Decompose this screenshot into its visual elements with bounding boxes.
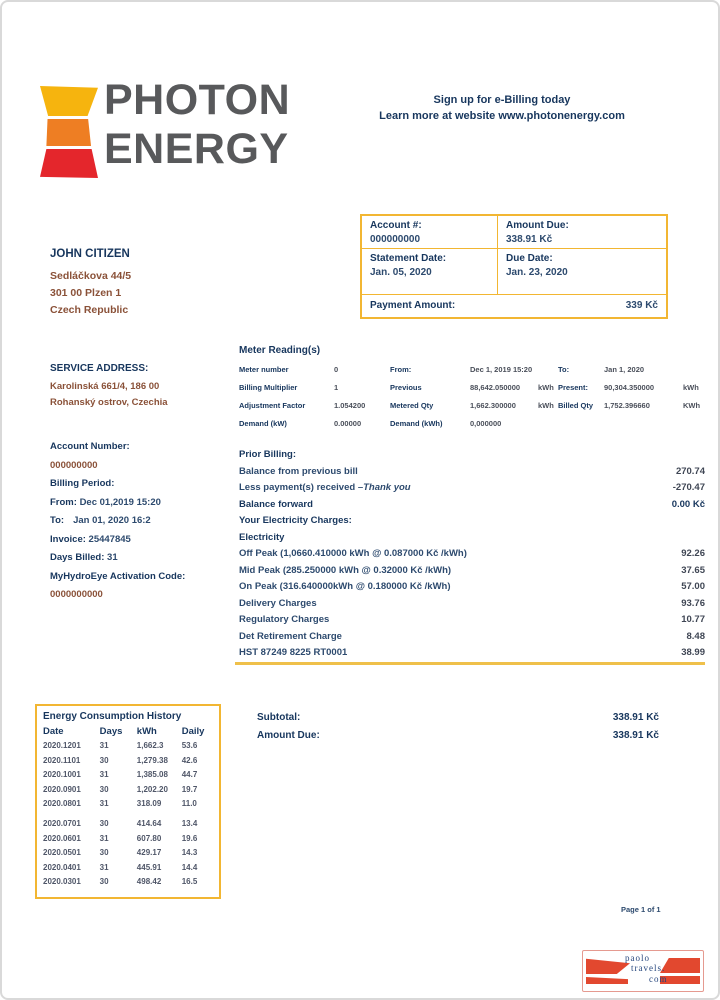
meter-reading-row — [239, 415, 707, 433]
consumption-kwh: 1,279.38 — [136, 755, 168, 765]
charge-description: Your Electricity Charges: — [239, 515, 352, 526]
consumption-row — [43, 754, 213, 769]
ebilling-line1: Sign up for e-Billing today — [433, 94, 571, 106]
consumption-daily: 13.4 — [181, 818, 198, 828]
charge-description: Mid Peak (285.250000 kWh @ 0.32000 Kč /kWh) — [239, 564, 452, 576]
watermark-logo — [582, 950, 704, 992]
billing-period-heading: Billing Period: — [50, 478, 115, 489]
amount-due-total-value: 338.91 Kč — [612, 730, 659, 741]
consumption-days: 30 — [99, 848, 109, 858]
meter-row-label1: Demand (kW) — [239, 419, 287, 428]
meter-row-value2: 0,000000 — [470, 419, 502, 428]
consumption-daily: 19.6 — [181, 833, 198, 843]
payment-amount-value: 339 Kč — [625, 300, 658, 311]
consumption-date: 2020.1001 — [43, 770, 81, 780]
charge-row — [239, 546, 705, 563]
amount-due-cell — [498, 216, 666, 249]
watermark-text-line3: com — [649, 974, 668, 984]
payment-amount-row — [362, 294, 666, 317]
meter-reading-row — [239, 379, 707, 397]
account-number-detail-value: 000000000 — [50, 459, 98, 471]
meter-reading-row — [239, 361, 707, 379]
photon-energy-logo-icon — [40, 86, 98, 178]
logo-yellow-bar — [40, 86, 98, 116]
consumption-daily: 14.4 — [181, 862, 198, 872]
meter-row-unit2: kWh — [538, 383, 554, 392]
charge-description: Delivery Charges — [239, 597, 317, 609]
charge-description: Less payment(s) received –Thank you — [239, 482, 411, 493]
account-number-value: 000000000 — [370, 234, 421, 245]
consumption-row — [43, 861, 213, 876]
meter-row-value1: 1 — [334, 383, 339, 392]
consumption-row — [43, 739, 213, 754]
meter-row-value3: 1,752.396660 — [604, 401, 650, 410]
consumption-kwh: 607.80 — [136, 833, 162, 843]
charge-row — [239, 596, 705, 613]
consumption-days: 30 — [99, 877, 109, 887]
consumption-date: 2020.0401 — [43, 862, 81, 872]
consumption-date: 2020.0501 — [43, 848, 81, 858]
meter-row-label3: Billed Qty — [558, 401, 594, 410]
service-address-line2: Rohanský ostrov, Czechia — [50, 397, 168, 408]
meter-row-label1: Meter number — [239, 365, 289, 374]
watermark-left-wedge — [586, 956, 630, 974]
charge-description: HST 87249 8225 RT0001 — [239, 647, 348, 658]
amount-due-total-label: Amount Due: — [257, 730, 320, 741]
watermark-left-bar — [586, 977, 628, 984]
meter-row-value2: Dec 1, 2019 15:20 — [470, 365, 533, 374]
meter-row-unit3: KWh — [683, 401, 701, 410]
due-date-cell — [498, 249, 666, 294]
consumption-row — [43, 875, 213, 890]
invoice-line: Invoice: 25447845 — [50, 533, 131, 545]
meter-row-unit3 — [683, 415, 705, 433]
ebilling-promo — [322, 92, 682, 124]
meter-row-unit2 — [538, 415, 558, 433]
charge-row — [239, 563, 705, 580]
meter-row-label2: Metered Qty — [390, 401, 434, 410]
days-billed-line: Days Billed: 31 — [50, 552, 118, 563]
charge-row — [239, 447, 705, 464]
charge-row — [239, 497, 705, 514]
charge-row — [239, 464, 705, 481]
charge-description: Electricity — [239, 531, 285, 543]
customer-address-line1: Sedláčkova 44/5 — [50, 270, 132, 282]
meter-readings-title: Meter Reading(s) — [239, 345, 321, 356]
amount-due-label: Amount Due: — [506, 220, 569, 231]
meter-readings-section — [239, 345, 707, 433]
consumption-header-kwh: kWh — [136, 726, 157, 737]
charge-description: Prior Billing: — [239, 449, 296, 460]
customer-name: JOHN CITIZEN — [50, 248, 130, 260]
consumption-daily: 11.0 — [181, 799, 197, 809]
account-number-heading: Account Number: — [50, 441, 130, 452]
meter-row-value2: 88,642.050000 — [470, 383, 521, 392]
watermark-text-line1: paolo — [625, 953, 650, 963]
watermark-text-line2: travels. — [631, 963, 666, 973]
customer-address-block — [50, 248, 131, 319]
charge-amount: 37.65 — [681, 564, 705, 576]
consumption-date: 2020.1201 — [43, 741, 81, 750]
consumption-date: 2020.0901 — [43, 784, 81, 794]
charge-amount: 8.48 — [686, 630, 705, 642]
subtotal-value: 338.91 Kč — [612, 712, 659, 723]
consumption-daily: 42.6 — [181, 755, 198, 765]
consumption-history-box — [35, 704, 221, 899]
meter-row-label3 — [558, 415, 604, 433]
consumption-row — [43, 846, 213, 861]
consumption-date: 2020.0801 — [43, 799, 81, 809]
activation-code-heading: MyHydroEye Activation Code: — [50, 570, 186, 582]
meter-row-value1: 0.00000 — [334, 419, 362, 428]
meter-reading-row — [239, 397, 707, 415]
due-date-value: Jan. 23, 2020 — [506, 267, 568, 278]
charges-divider-line — [235, 662, 705, 665]
consumption-kwh: 429.17 — [136, 848, 162, 858]
meter-row-value1: 1.054200 — [334, 401, 366, 410]
consumption-header-date: Date — [43, 726, 64, 737]
consumption-kwh: 1,662.3 — [136, 741, 164, 750]
charges-section — [239, 447, 705, 662]
consumption-kwh: 318.09 — [136, 799, 162, 809]
consumption-days: 31 — [99, 770, 109, 780]
consumption-table-body — [43, 739, 213, 890]
payment-amount-label: Payment Amount: — [370, 300, 456, 311]
consumption-header-daily: Daily — [181, 726, 205, 737]
meter-row-value2: 1,662.300000 — [470, 401, 516, 410]
amount-due-value: 338.91 Kč — [506, 234, 553, 245]
charge-description: On Peak (316.640000kWh @ 0.180000 Kč /kWh) — [239, 581, 451, 592]
billing-period-from: From: Dec 01,2019 15:20 — [50, 496, 161, 508]
logo-wordmark — [104, 76, 290, 174]
account-details-block — [50, 438, 185, 605]
charge-amount: 270.74 — [675, 465, 705, 477]
account-number-label: Account #: — [370, 220, 422, 231]
consumption-date: 2020.1101 — [43, 755, 81, 765]
meter-row-label3: Present: — [558, 383, 589, 392]
logo-red-bar — [40, 149, 98, 178]
meter-row-label3: To: — [558, 365, 570, 374]
meter-row-label2: Demand (kWh) — [390, 419, 443, 428]
charge-amount: 0.00 Kč — [671, 498, 705, 510]
activation-code-value: 0000000000 — [50, 589, 103, 600]
charge-amount: 10.77 — [681, 614, 705, 625]
consumption-row — [43, 768, 213, 783]
meter-row-label1: Billing Multiplier — [239, 383, 298, 392]
meter-row-value3 — [604, 415, 683, 433]
consumption-days: 31 — [99, 833, 109, 843]
consumption-history-title: Energy Consumption History — [43, 711, 182, 722]
consumption-header-row — [43, 726, 213, 737]
charge-amount: 92.26 — [681, 548, 705, 559]
meter-row-unit3: kWh — [683, 383, 699, 392]
consumption-days: 31 — [99, 741, 109, 750]
charge-description: Det Retirement Charge — [239, 630, 342, 642]
charge-description: Off Peak (1,0660.410000 kWh @ 0.087000 Kč /kWh) — [239, 548, 467, 559]
consumption-kwh: 1,385.08 — [136, 770, 168, 780]
consumption-daily: 14.3 — [181, 848, 198, 858]
consumption-row — [43, 797, 213, 812]
consumption-daily: 16.5 — [181, 877, 198, 887]
charge-row — [239, 612, 705, 629]
subtotal-label: Subtotal: — [257, 712, 301, 723]
charge-amount: 93.76 — [681, 597, 705, 609]
subtotal-row — [257, 709, 659, 727]
service-address-block — [50, 363, 168, 411]
statement-date-label: Statement Date: — [370, 253, 447, 264]
account-number-cell — [362, 216, 498, 249]
totals-block — [257, 709, 659, 745]
charge-amount: 38.99 — [681, 647, 705, 658]
customer-address-line2: 301 00 Plzen 1 — [50, 287, 122, 299]
account-summary-box — [360, 214, 668, 319]
consumption-header-days: Days — [99, 726, 123, 737]
charge-description: Regulatory Charges — [239, 614, 330, 625]
charge-row — [239, 579, 705, 596]
consumption-daily: 53.6 — [181, 741, 198, 750]
page-number: Page 1 of 1 — [621, 905, 661, 914]
consumption-days: 30 — [99, 818, 109, 828]
charge-row — [239, 530, 705, 547]
charge-amount: -270.47 — [672, 482, 705, 493]
consumption-kwh: 498.42 — [136, 877, 162, 887]
meter-readings-table — [239, 361, 707, 433]
meter-row-label1: Adjustment Factor — [239, 401, 306, 410]
charge-row — [239, 480, 705, 497]
charge-amount: 57.00 — [681, 581, 705, 592]
consumption-kwh: 1,202.20 — [136, 784, 168, 794]
watermark-right-wedge — [660, 958, 700, 973]
consumption-date: 2020.0701 — [43, 818, 81, 828]
consumption-date: 2020.0601 — [43, 833, 81, 843]
meter-row-value3: Jan 1, 2020 — [604, 365, 645, 374]
consumption-row — [43, 783, 213, 798]
consumption-row — [43, 832, 213, 847]
consumption-days: 30 — [99, 784, 109, 794]
logo-word-energy: ENERGY — [104, 125, 289, 173]
consumption-kwh: 414.64 — [136, 818, 162, 828]
consumption-days: 30 — [99, 755, 109, 765]
meter-row-value3: 90,304.350000 — [604, 383, 655, 392]
due-date-label: Due Date: — [506, 253, 553, 264]
consumption-date: 2020.0301 — [43, 877, 81, 887]
consumption-kwh: 445.91 — [136, 862, 162, 872]
meter-row-unit3 — [683, 361, 705, 379]
charge-row — [239, 629, 705, 646]
consumption-daily: 19.7 — [181, 784, 198, 794]
consumption-days: 31 — [99, 799, 109, 809]
statement-date-value: Jan. 05, 2020 — [370, 267, 432, 278]
logo-word-photon: PHOTON — [104, 76, 291, 124]
customer-address-line3: Czech Republic — [50, 304, 129, 316]
meter-row-value1: 0 — [334, 365, 339, 374]
charge-row — [239, 645, 705, 662]
consumption-days: 31 — [99, 862, 109, 872]
consumption-daily: 44.7 — [181, 770, 198, 780]
amount-due-row — [257, 727, 659, 745]
charge-row — [239, 513, 705, 530]
billing-period-to: To: Jan 01, 2020 16:2 — [50, 515, 151, 526]
meter-row-label2: From: — [390, 365, 412, 374]
meter-row-unit2: kWh — [538, 401, 554, 410]
service-address-line1: Karolinská 661/4, 186 00 — [50, 381, 160, 392]
charge-description: Balance forward — [239, 498, 313, 510]
consumption-row — [43, 817, 213, 832]
ebilling-line2: Learn more at website www.photonenergy.com — [379, 110, 625, 122]
meter-row-label2: Previous — [390, 383, 422, 392]
logo-orange-bar — [40, 119, 98, 146]
meter-row-unit2 — [538, 361, 558, 379]
service-address-title: SERVICE ADDRESS: — [50, 363, 149, 374]
statement-date-cell — [362, 249, 498, 294]
charge-description: Balance from previous bill — [239, 465, 358, 477]
